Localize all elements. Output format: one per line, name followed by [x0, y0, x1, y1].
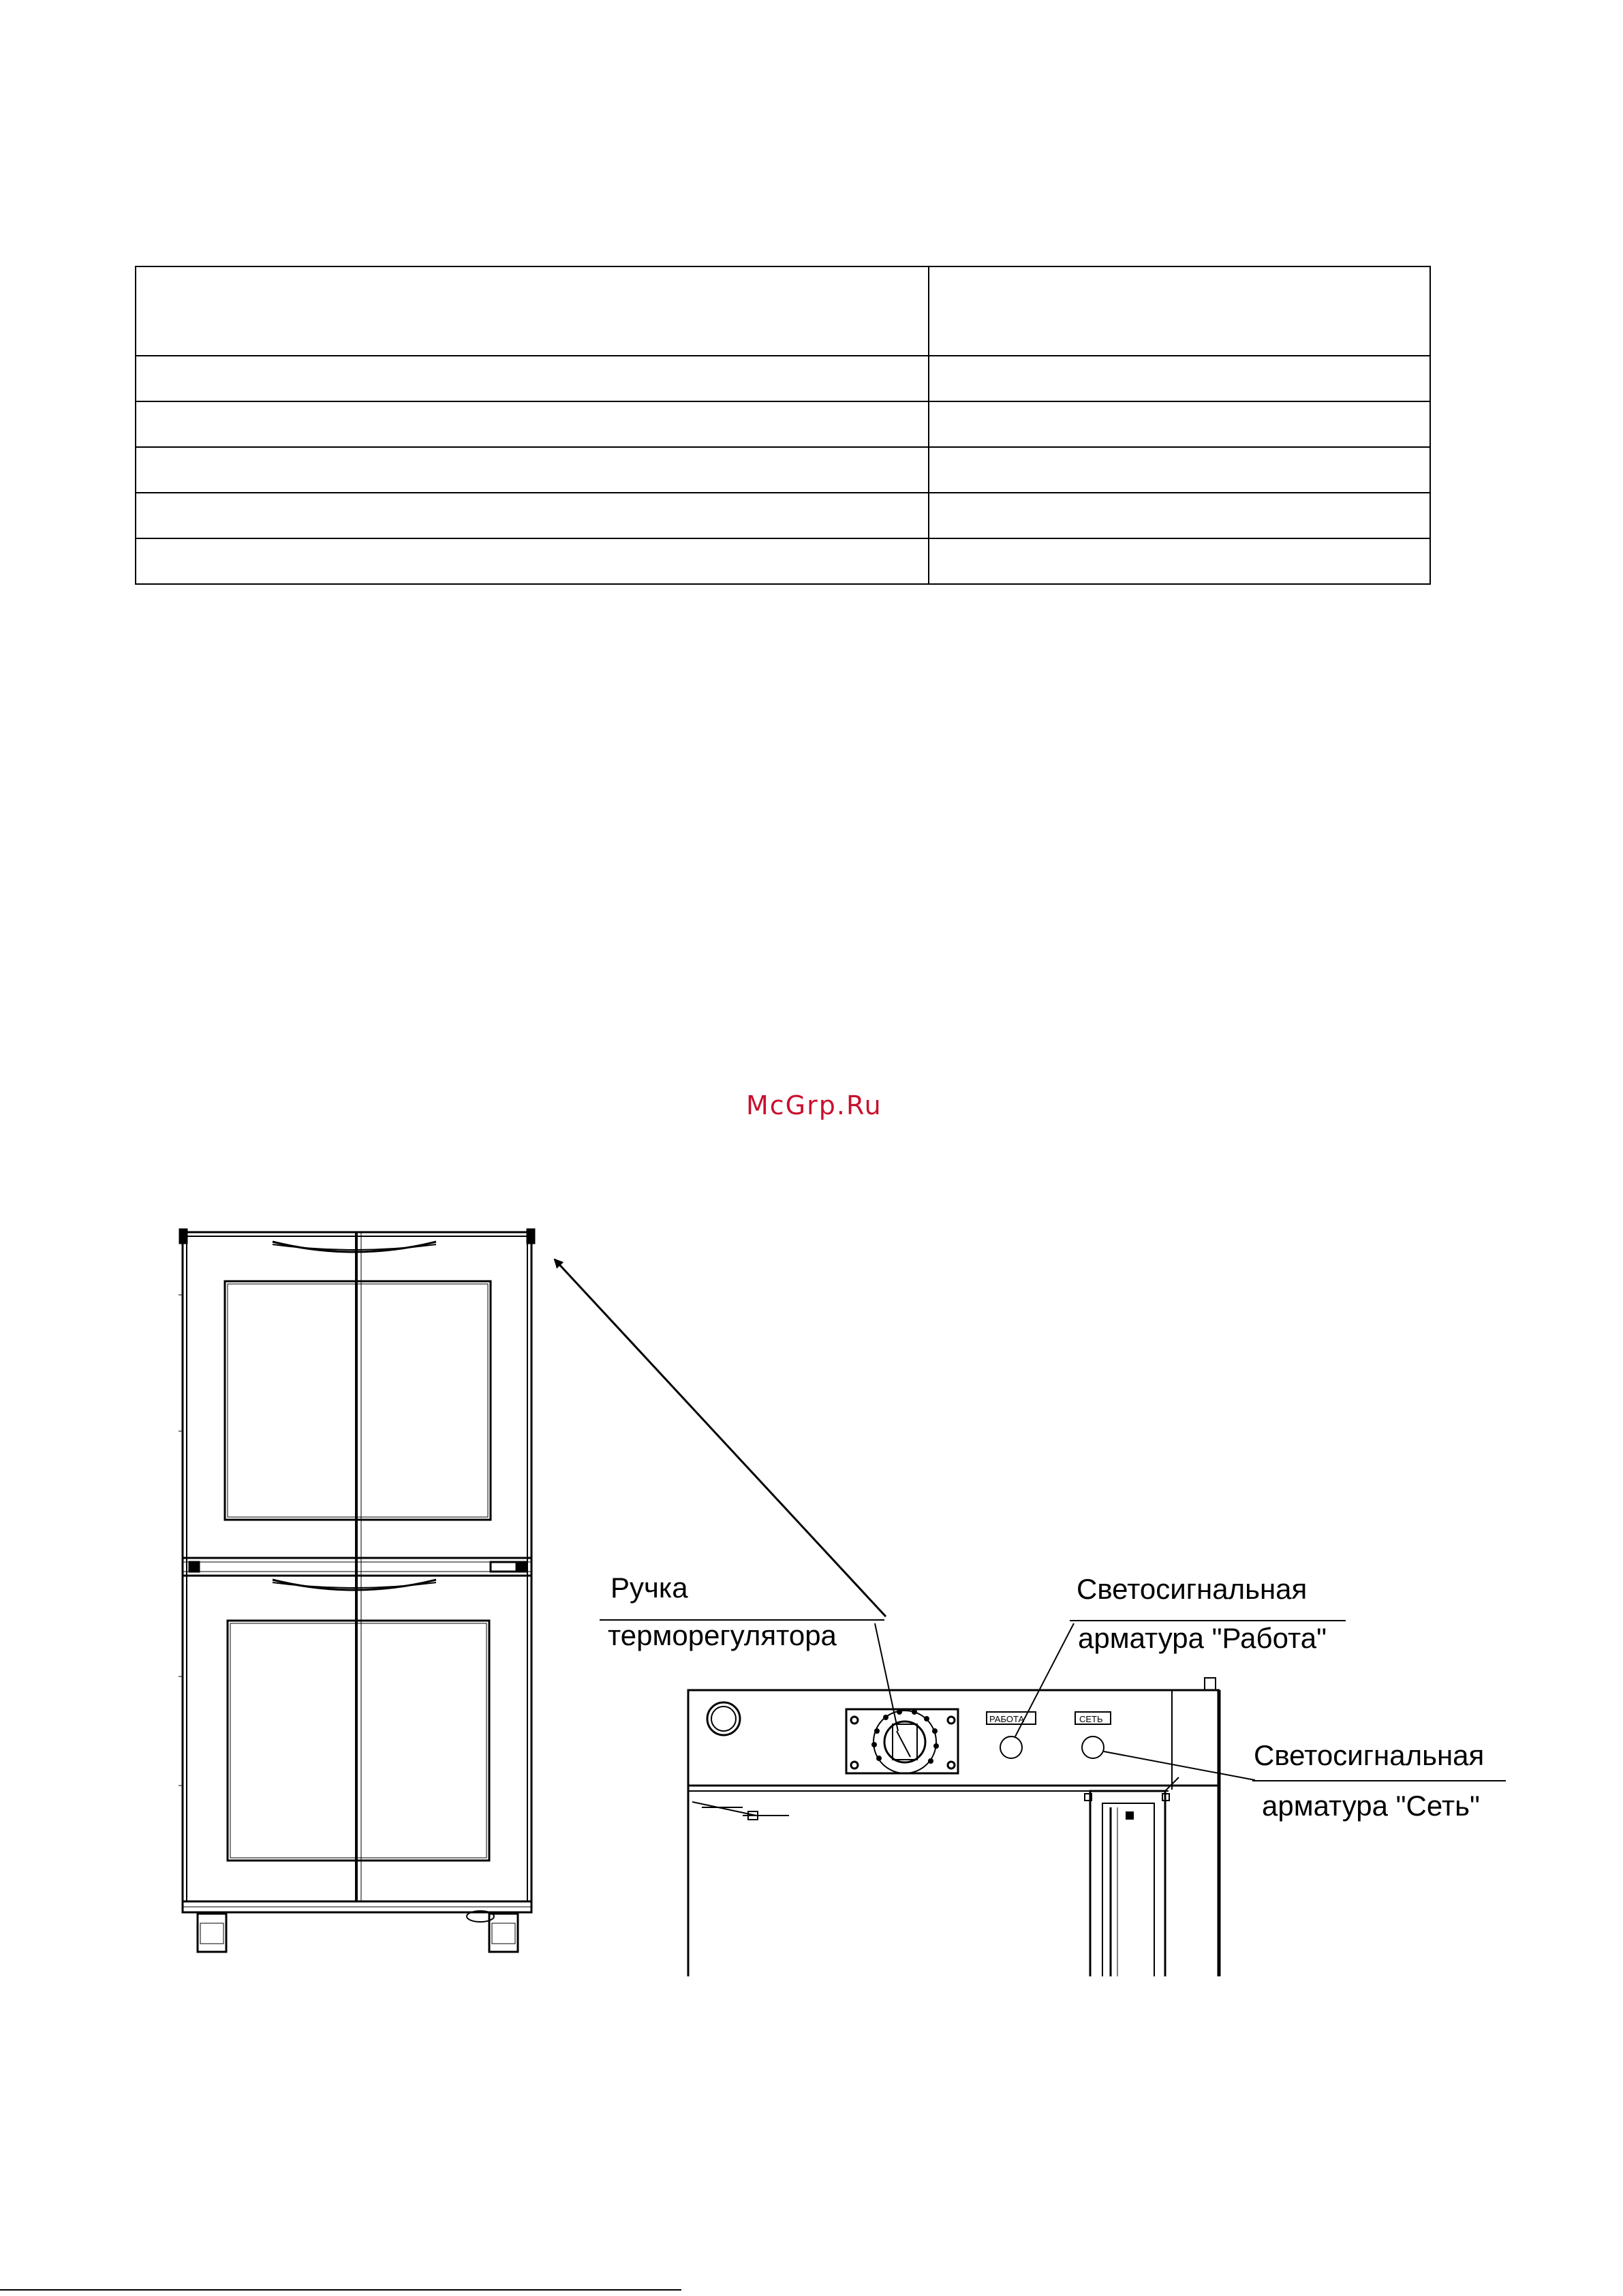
watermark-text: McGrp.Ru [746, 1090, 882, 1120]
work-plate-label: РАБОТА [989, 1714, 1025, 1724]
thermostat-handle-label-line1: Ручка [610, 1572, 688, 1604]
pointer-arrow [555, 1259, 886, 1617]
network-lamp-label-line1: Светосигнальная [1254, 1739, 1485, 1771]
thermostat-handle-label-line2: терморегулятора [608, 1619, 837, 1651]
oven-front-view [179, 1229, 534, 1952]
thermostat-knob [846, 1709, 958, 1773]
network-lamp-label-line2: арматура "Сеть" [1262, 1790, 1480, 1822]
oven-feet [198, 1911, 518, 1952]
network-plate-label: СЕТЬ [1079, 1714, 1103, 1724]
footer-rule [0, 2289, 681, 2291]
lower-chamber [228, 1580, 489, 1861]
work-lamp-label-line1: Светосигнальная [1077, 1573, 1308, 1605]
work-lamp-label-line2: арматура "Работа" [1078, 1622, 1327, 1654]
